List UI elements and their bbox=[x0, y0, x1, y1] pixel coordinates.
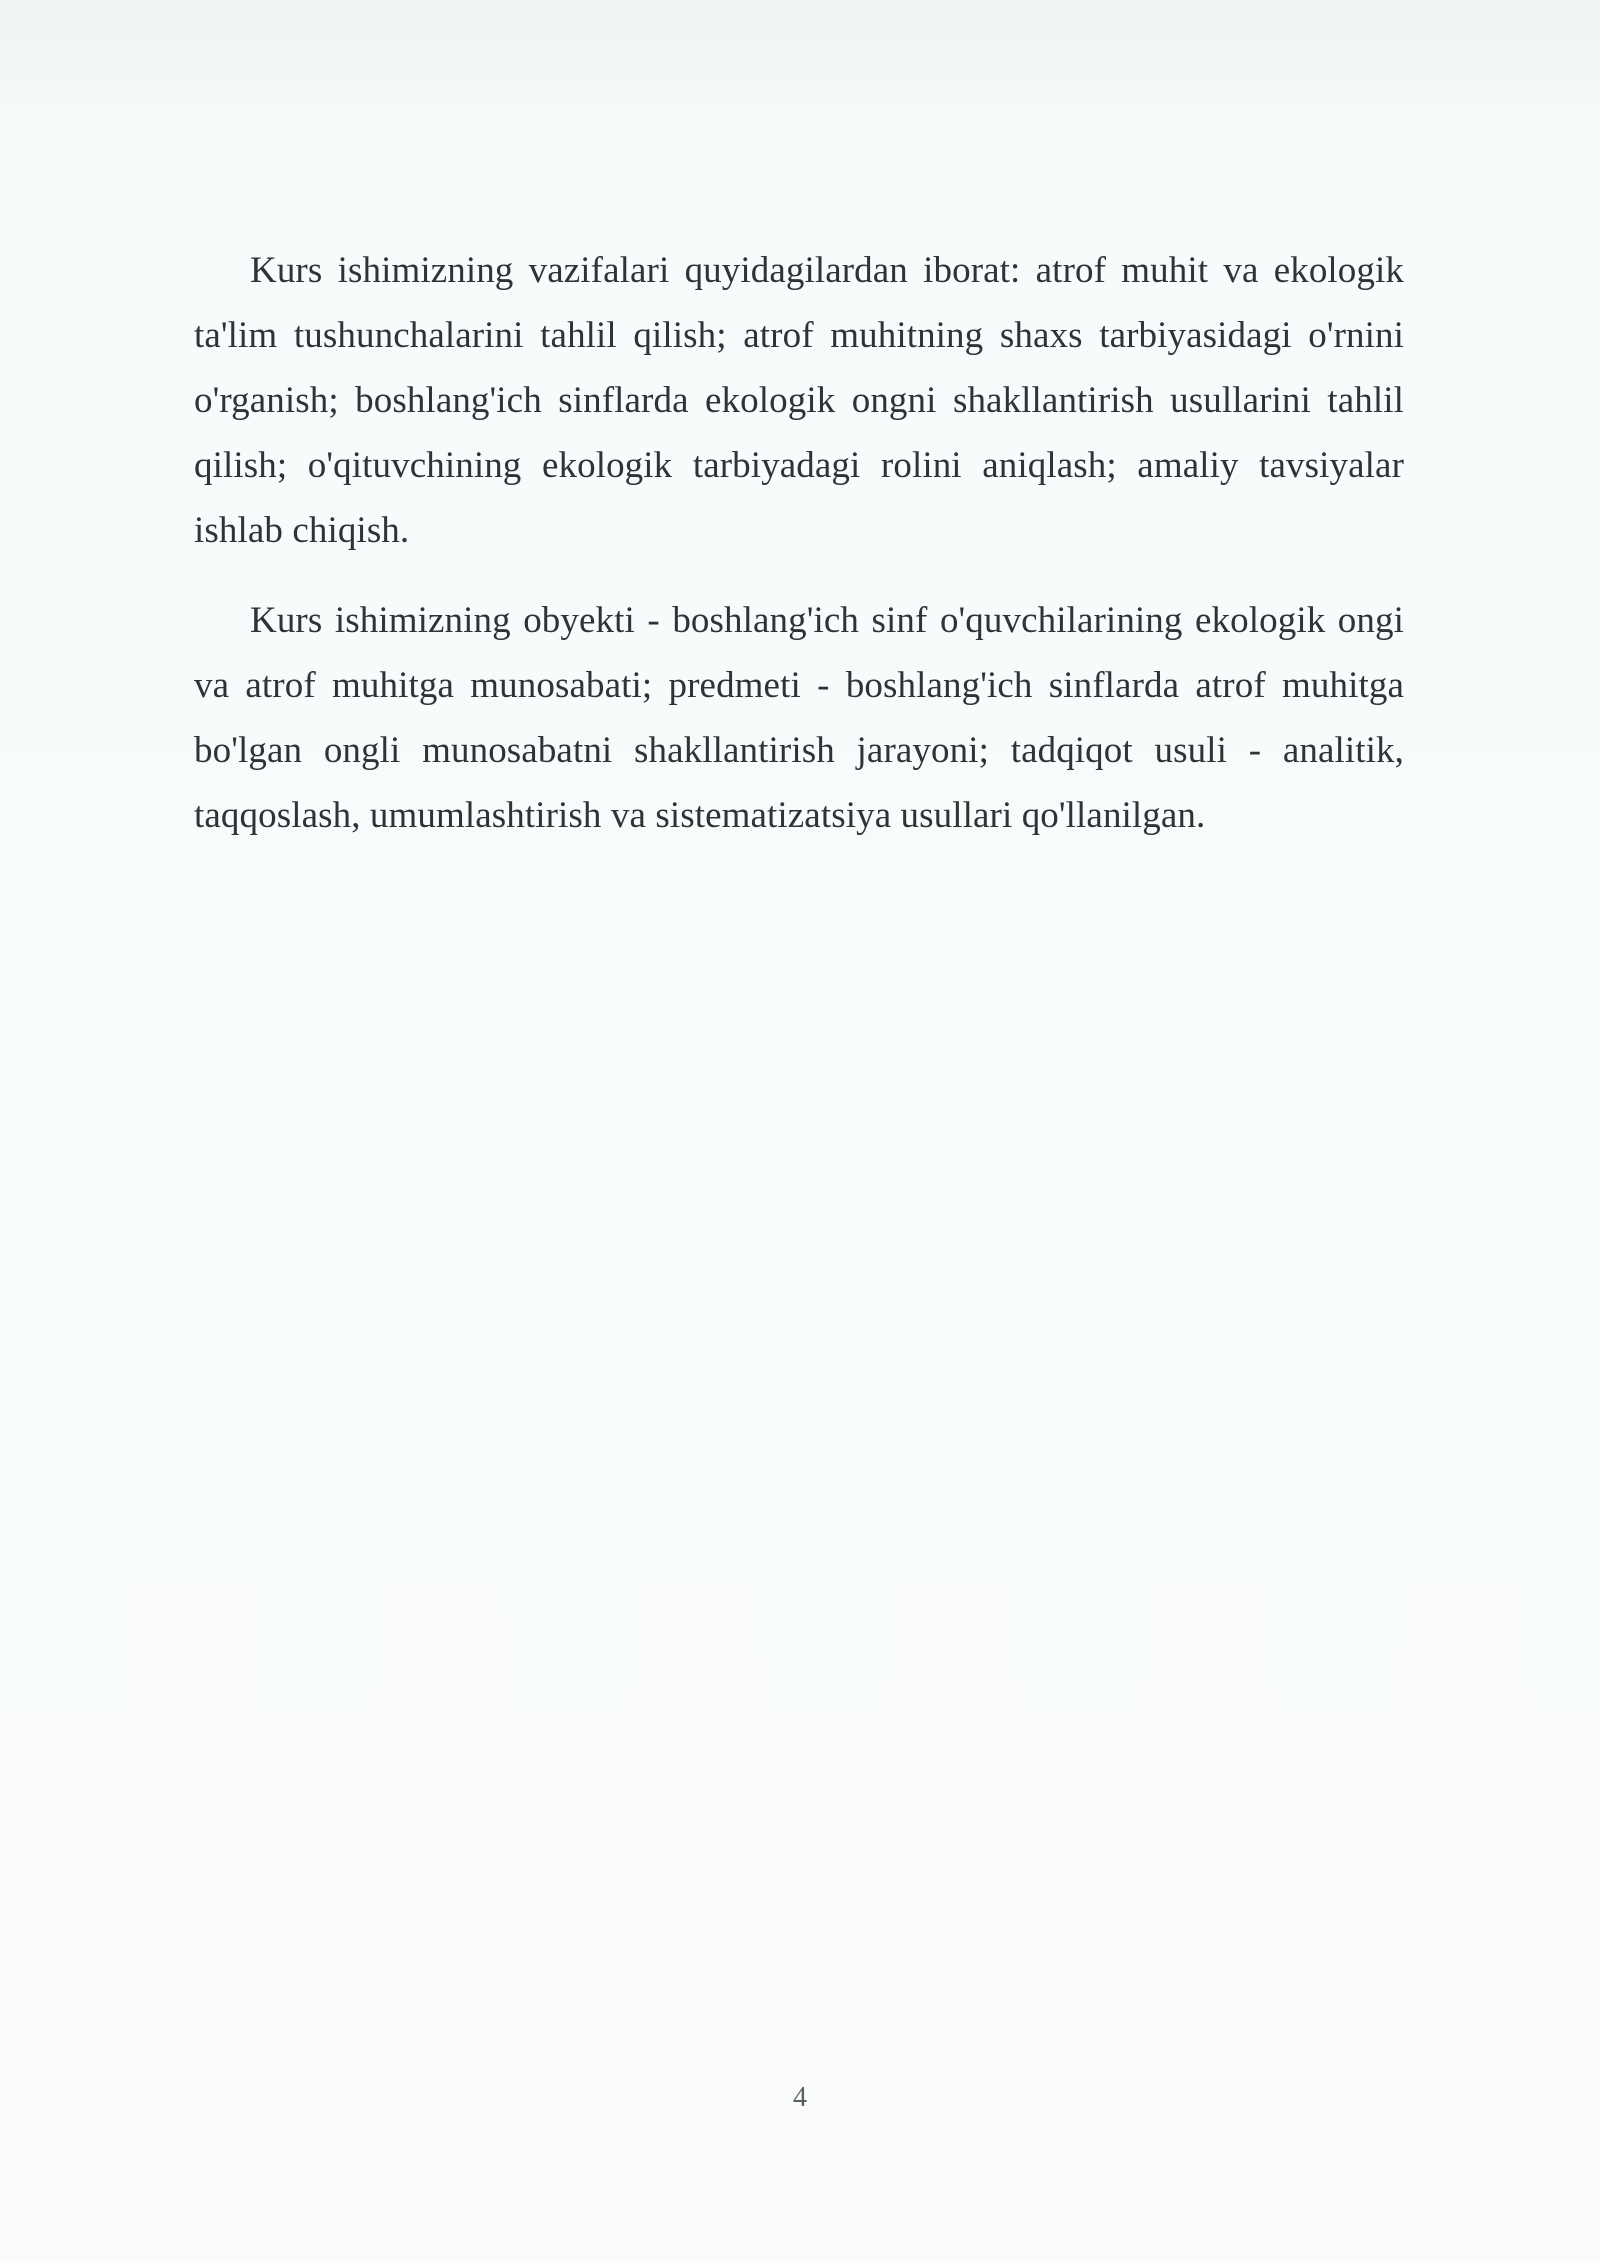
document-body bbox=[194, 238, 1404, 873]
scan-top-band bbox=[0, 0, 1600, 140]
paragraph-objectives: Kurs ishimizning vazifalari quyidagilardan iborat: atrof muhit va ekologik ta'lim tushunchalarini tahlil qilish; atrof muhitning shaxs tarbiyasidagi o'rnini o'rganish; boshlang'ich sinflarda ekologik ongni shakllantirish usullarini tahlil qilish; o'qituvchining ekologik tarbiyadagi rolini aniqlash; amaliy tavsiyalar ishlab chiqish. bbox=[194, 250, 1404, 551]
paragraph-object-subject-method: Kurs ishimizning obyekti - boshlang'ich sinf o'quvchilarining ekologik ongi va atrof muhitga munosabati; predmeti - boshlang'ich sinflarda atrof muhitga bo'lgan ongli munosabatni shakllantirish jarayoni; tadqiqot usuli - analitik, taqqoslash, umumlashtirish va sistematizatsiya usullari qo'llanilgan. bbox=[194, 600, 1404, 836]
page-number: 4 bbox=[793, 2082, 807, 2113]
